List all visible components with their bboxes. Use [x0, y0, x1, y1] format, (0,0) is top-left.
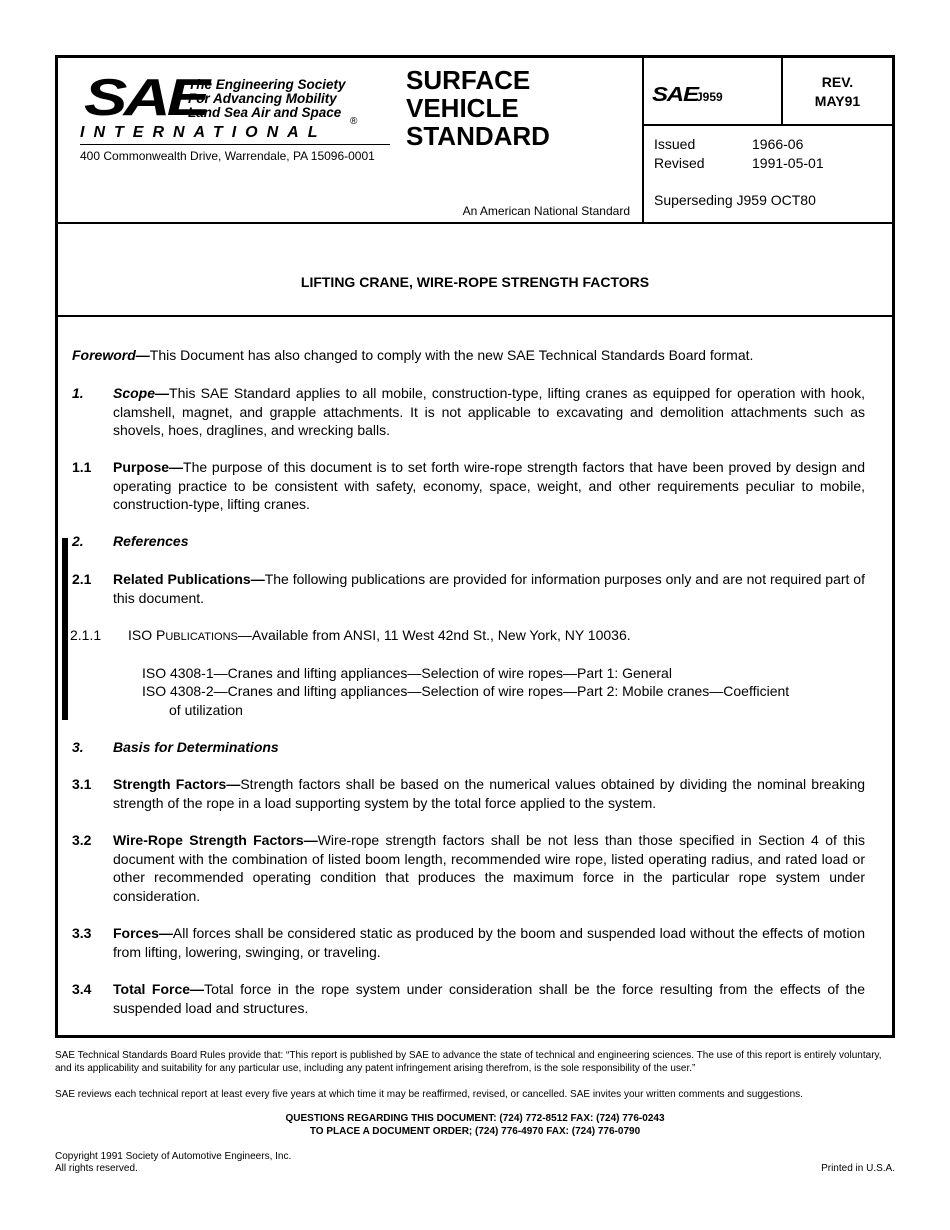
section-2-1-1-iso-publications: 2.1.1 ISO PUBLICATIONS—Available from ANSI, 11 West 42nd St., New York, NY 10036.	[70, 627, 631, 643]
issued-value: 1966-06	[752, 136, 804, 152]
registered-mark: ®	[350, 116, 358, 127]
dates-cell	[644, 126, 892, 224]
section-3-basis: 3. Basis for Determinations	[72, 739, 279, 755]
footer-rules: SAE Technical Standards Board Rules provide that: “This report is published by SAE to advance the state of technical and engineering sciences. The use of this report is entirely voluntary, and its applicability and suitability for any particular use, including any patent infringement arising therefrom, is the sole responsibility of the user.”	[55, 1050, 882, 1074]
issued-label: Issued	[654, 136, 696, 152]
section-3-4-total-force: 3.4 Total Force—Total force in the rope system under consideration shall be the force resulting from the effects of the suspended load and structures.	[72, 981, 865, 1016]
section-3-1-strength-factors: 3.1 Strength Factors—Strength factors shall be based on the numerical values obtained by dividing the nominal breaking strength of the rope in a load supporting system by the total force applied to the system.	[72, 776, 866, 811]
logo-international: INTERNATIONAL	[80, 124, 327, 141]
section-2-1-related-publications: 2.1 Related Publications—The following publications are provided for information purposes only and are not required part of this document.	[72, 571, 865, 606]
footer-printed: Printed in U.S.A.	[821, 1163, 895, 1174]
revision-change-bar	[62, 538, 68, 720]
iso-4308-2: ISO 4308-2—Cranes and lifting appliances—Selection of wire ropes—Part 2: Mobile cranes—Coefficient of utilization	[142, 683, 790, 718]
logo-tagline: The Engineering Society For Advancing Mobility Land Sea Air and Space	[188, 77, 346, 120]
footer-order: TO PLACE A DOCUMENT ORDER; (724) 776-4970 FAX: (724) 776-0790	[309, 1126, 641, 1137]
foreword: Foreword—This Document has also changed to comply with the new SAE Technical Standards Board format.	[72, 347, 754, 363]
sae-small-logo: SAE	[652, 84, 698, 106]
iso-4308-1: ISO 4308-1—Cranes and lifting appliances—Selection of wire ropes—Part 1: General	[142, 665, 672, 681]
revised-value: 1991-05-01	[752, 155, 824, 171]
standard-number: J959	[696, 90, 723, 104]
logo-divider	[80, 144, 390, 145]
footer-rights: All rights reserved.	[55, 1163, 138, 1174]
superseding: Superseding J959 OCT80	[654, 192, 816, 208]
footer-review: SAE reviews each technical report at least every five years at which time it may be reaffirmed, revised, or cancelled. SAE invites your written comments and suggestions.	[55, 1089, 803, 1100]
header-left-cell	[58, 58, 644, 224]
standard-number-cell	[644, 58, 783, 126]
document-type: SURFACE VEHICLE STANDARD	[406, 65, 550, 151]
sae-logo: SAE	[84, 69, 207, 127]
revised-label: Revised	[654, 155, 705, 171]
revision-cell	[783, 58, 892, 126]
rev-label: REV.	[821, 74, 854, 90]
title-row	[58, 224, 892, 317]
footer-copyright: Copyright 1991 Society of Automotive Engineers, Inc.	[55, 1151, 292, 1162]
section-2-references: 2. References	[72, 533, 189, 549]
section-1-1-purpose: 1.1 Purpose—The purpose of this document is to set forth wire-rope strength factors that have been proved by design and operating practice to be consistent with safety, economy, space, weight, and other requirements peculiar to mobile, construction-type, lifting cranes.	[72, 459, 865, 513]
document-title: LIFTING CRANE, WIRE-ROPE STRENGTH FACTORS	[300, 274, 650, 290]
american-national-standard: An American National Standard	[462, 204, 630, 218]
footer-questions: QUESTIONS REGARDING THIS DOCUMENT: (724) 772-8512 FAX: (724) 776-0243	[285, 1113, 665, 1124]
section-1-scope: 1. Scope—This SAE Standard applies to all mobile, construction-type, lifting cranes as equipped for operation with hook, clamshell, magnet, and grapple attachments. It is not applicable to excavating and demolition attachments such as shovels, hoes, draglines, and wrecking balls.	[72, 385, 865, 439]
section-3-2-wire-rope-strength-factors: 3.2 Wire-Rope Strength Factors—Wire-rope strength factors shall be not less than those specified in Section 4 of this document with the combination of listed boom length, recommended wire rope, listed operating radius, and rated load or other recommended operating condition that produces the maximum force in the particular rope system under consideration.	[72, 832, 866, 904]
section-3-3-forces: 3.3 Forces—All forces shall be considered static as produced by the boom and suspended load without the effects of motion from lifting, lowering, swinging, or traveling.	[72, 925, 865, 960]
rev-value: MAY91	[814, 93, 861, 109]
address: 400 Commonwealth Drive, Warrendale, PA 15096-0001	[80, 149, 375, 163]
